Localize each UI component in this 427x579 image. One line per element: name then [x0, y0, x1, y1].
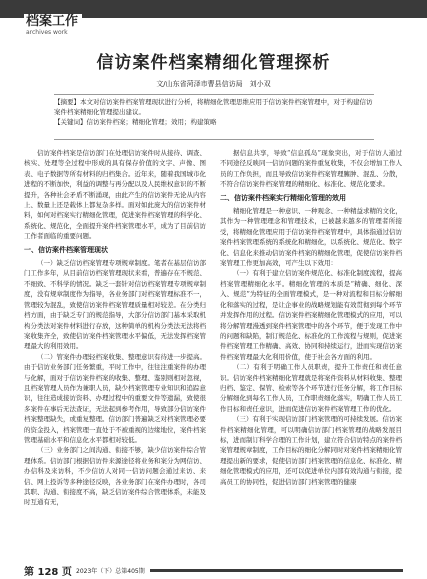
body-paragraph: （一）缺乏信访档案管理专项规章制度。笔者在基层信访部门工作多年，从目前信访档案管理现状来看，普遍存在不规范、不细致、不科学的情况。缺乏一套针对信访档案管理专项规章制度，没有规章制度作为指导，各业务部门对档案管理标准不一，管理较为混乱，致使信访案件档案管理质量相对较差。在分类归档方面，由于缺乏专门的规范指导，大部分信访部门基本采取机构分类法对案件材料进行存放，这种简单的机构分类法无法将档案收集齐全，致使信访案件档案管理水平偏低，无法发挥档案管理最大的利用效用。	[24, 259, 206, 351]
article-title: 信访案件档案精细化管理探析	[96, 53, 331, 73]
page-footer	[0, 560, 427, 579]
body-paragraph: （三）有利于实现信访部门档案管理的可持续发展。信访案件档案精细化管理，可以明确信访部门档案管理的战略发展目标，进而制订科学合理的工作计划，建立符合信访特点的案件档案管理规章制度，工作目标的细化分解同时对案件档案精细化管理提出新的要求，促使信访部门档案管理的信息化、标准化、精细化管理模式的应用，还可以促进单位内部有效沟通与衔接，提高员工的协同性，促进信访部门档案管理的健康	[220, 415, 402, 486]
section-heading: 一、信访案件档案管理现状	[24, 245, 108, 254]
section-subtitle: archives work	[26, 29, 68, 36]
section-heading: 二、信访案件档案实行精细化管理的效用	[220, 193, 346, 202]
section-logo	[24, 14, 82, 37]
body-paragraph: 信访案件档案是信访部门在处理信访案件时从接待、调查、核实、处理等全过程中形成的具有保存价值的文字、声像、图表、电子数据等所有材料的归档集合。近年来，随着我国城市化进程的不断加快，利益的调整与再分配以及人民维权意识的不断提升，各种社会矛盾不断涌现，由此产生的信访案件无论从内容上、数量上还是载体上都复杂多样。面对如此庞大的信访案件材料，如何对档案实行精细化管理，促进案件档案管理的科学化、系统化、规范化，全面提升案件档案管理水平，成为了目前信访工作者面临的重要问题。	[24, 149, 206, 241]
body-paragraph: （一）有利于建立信访案件规范化、标准化制度流程，提高档案管理精细化水平。精细化管理的本质是“精确、细化、深入、规范”为特征的全面管理模式，是一种对流程和目标分解细化和落实的过程，是让企事业的战略规划能有效贯彻到每个环节并发挥作用的过程。信访案件档案精细化管理模式的应用，可以将分解管理漫透到案件档案管理中的各个环节，便于发现工作中的问题和缺陷，制订规范化、标准化的工作流程与规则，促进案件档案管理工作精确、高效、协同和持续运行，进而实现信访案件档案管理最大化利用价值，使于社会各方面的利用。	[220, 269, 402, 361]
section-title: 档案工作	[26, 14, 79, 29]
issue-info: 2023年（下）总第405期	[76, 568, 145, 575]
abstract-box	[54, 94, 374, 140]
footer-bar	[150, 569, 403, 572]
page-number: 第 128 页	[24, 567, 72, 578]
abstract-keywords: 【关键词】信访案件档案；精细化管理；效用；构建策略	[54, 118, 217, 126]
abstract-summary: 【摘要】本文对信访案件档案管理现状进行分析，将精细化管理思维应用于信访案件档案管理中，对于构建信访案件档案精细化管理提出建议。	[54, 98, 373, 116]
body-paragraph: 精细化管理是一种意识、一种观念、一种精益求精的文化，其作为一种管理理念和管理技术，已被越来越多的管理者所接受，将精细化管理应用于信访案件档案管理中，具体指通过信访案件档案管理系统的系统化和精细化，以系统化、规范化、数字化、信息化来推动信访案件档案的精细化管理，促使信访案件档案管理工作更加高效，可产生以下效用：	[220, 207, 402, 268]
body-paragraph: （三）业务部门之间沟通、衔接不够，缺少信访案件综合管理体系。信访部门根据信访件来源途径将业务和案分为网信访、办信科及来访科，不少信访人对同一信访问题会通过来访、来信、网上投诉等多种途径反映，各业务部门在案件办理时，各司其职、沟通、衔接度不高，缺乏信访案件综合管理体系，未能及时互通有无，	[24, 446, 206, 507]
body-paragraph: （二）有利于明确工作人员职责，提升工作责任和责任意识。信访案件档案精细化管理就是将案件资料从材料收集、整理归档、鉴定、保管、检索等各个环节进行任务分解，将工作目标分解细化到每名工作人员，工作职责细化落实，明确工作人员工作目标和责任意识，进而促进信访案件档案管理工作的优化。	[220, 363, 402, 413]
body-column-left	[24, 148, 206, 508]
body-paragraph: 据信息共享，导致“信息孤岛”现象突出，对于信访人通过不同途径反映同一信访问题的案件重复收集，不仅会增加工作人员的工作负担，而且导致信访案件档案管理臃肿、混乱、分散，不符合信访案件档案管理的精细化、标准化、规范化要求。	[220, 149, 402, 189]
body-paragraph: （二）管案件办理轻档案收集、整理意识有待进一步提高。由于信访业务部门任务繁重，平时工作中，往往注重案件的办理与化解，面对于信访案件档案的收集、整理、鉴别则相对忽视，且档案管理人员作为兼职人员，缺少档案管理专业知识和追踪意识，往往造成接访资料、办理过程中的重要文件等遗漏，致使很多案件在事后无法查证，无法起到参考作用，导致部分信访案件档案整理缺失，或重复整理。信访部门普遍缺乏对档案管理必要的资金投入，档案管理一直处于不被重视的边缘地位，案件档案管理基础水平和信息化水平都相对较低。	[24, 352, 206, 444]
body-column-right	[220, 148, 402, 487]
article-author: 文/山东省菏泽市曹县信访局 刘小双	[156, 80, 271, 88]
